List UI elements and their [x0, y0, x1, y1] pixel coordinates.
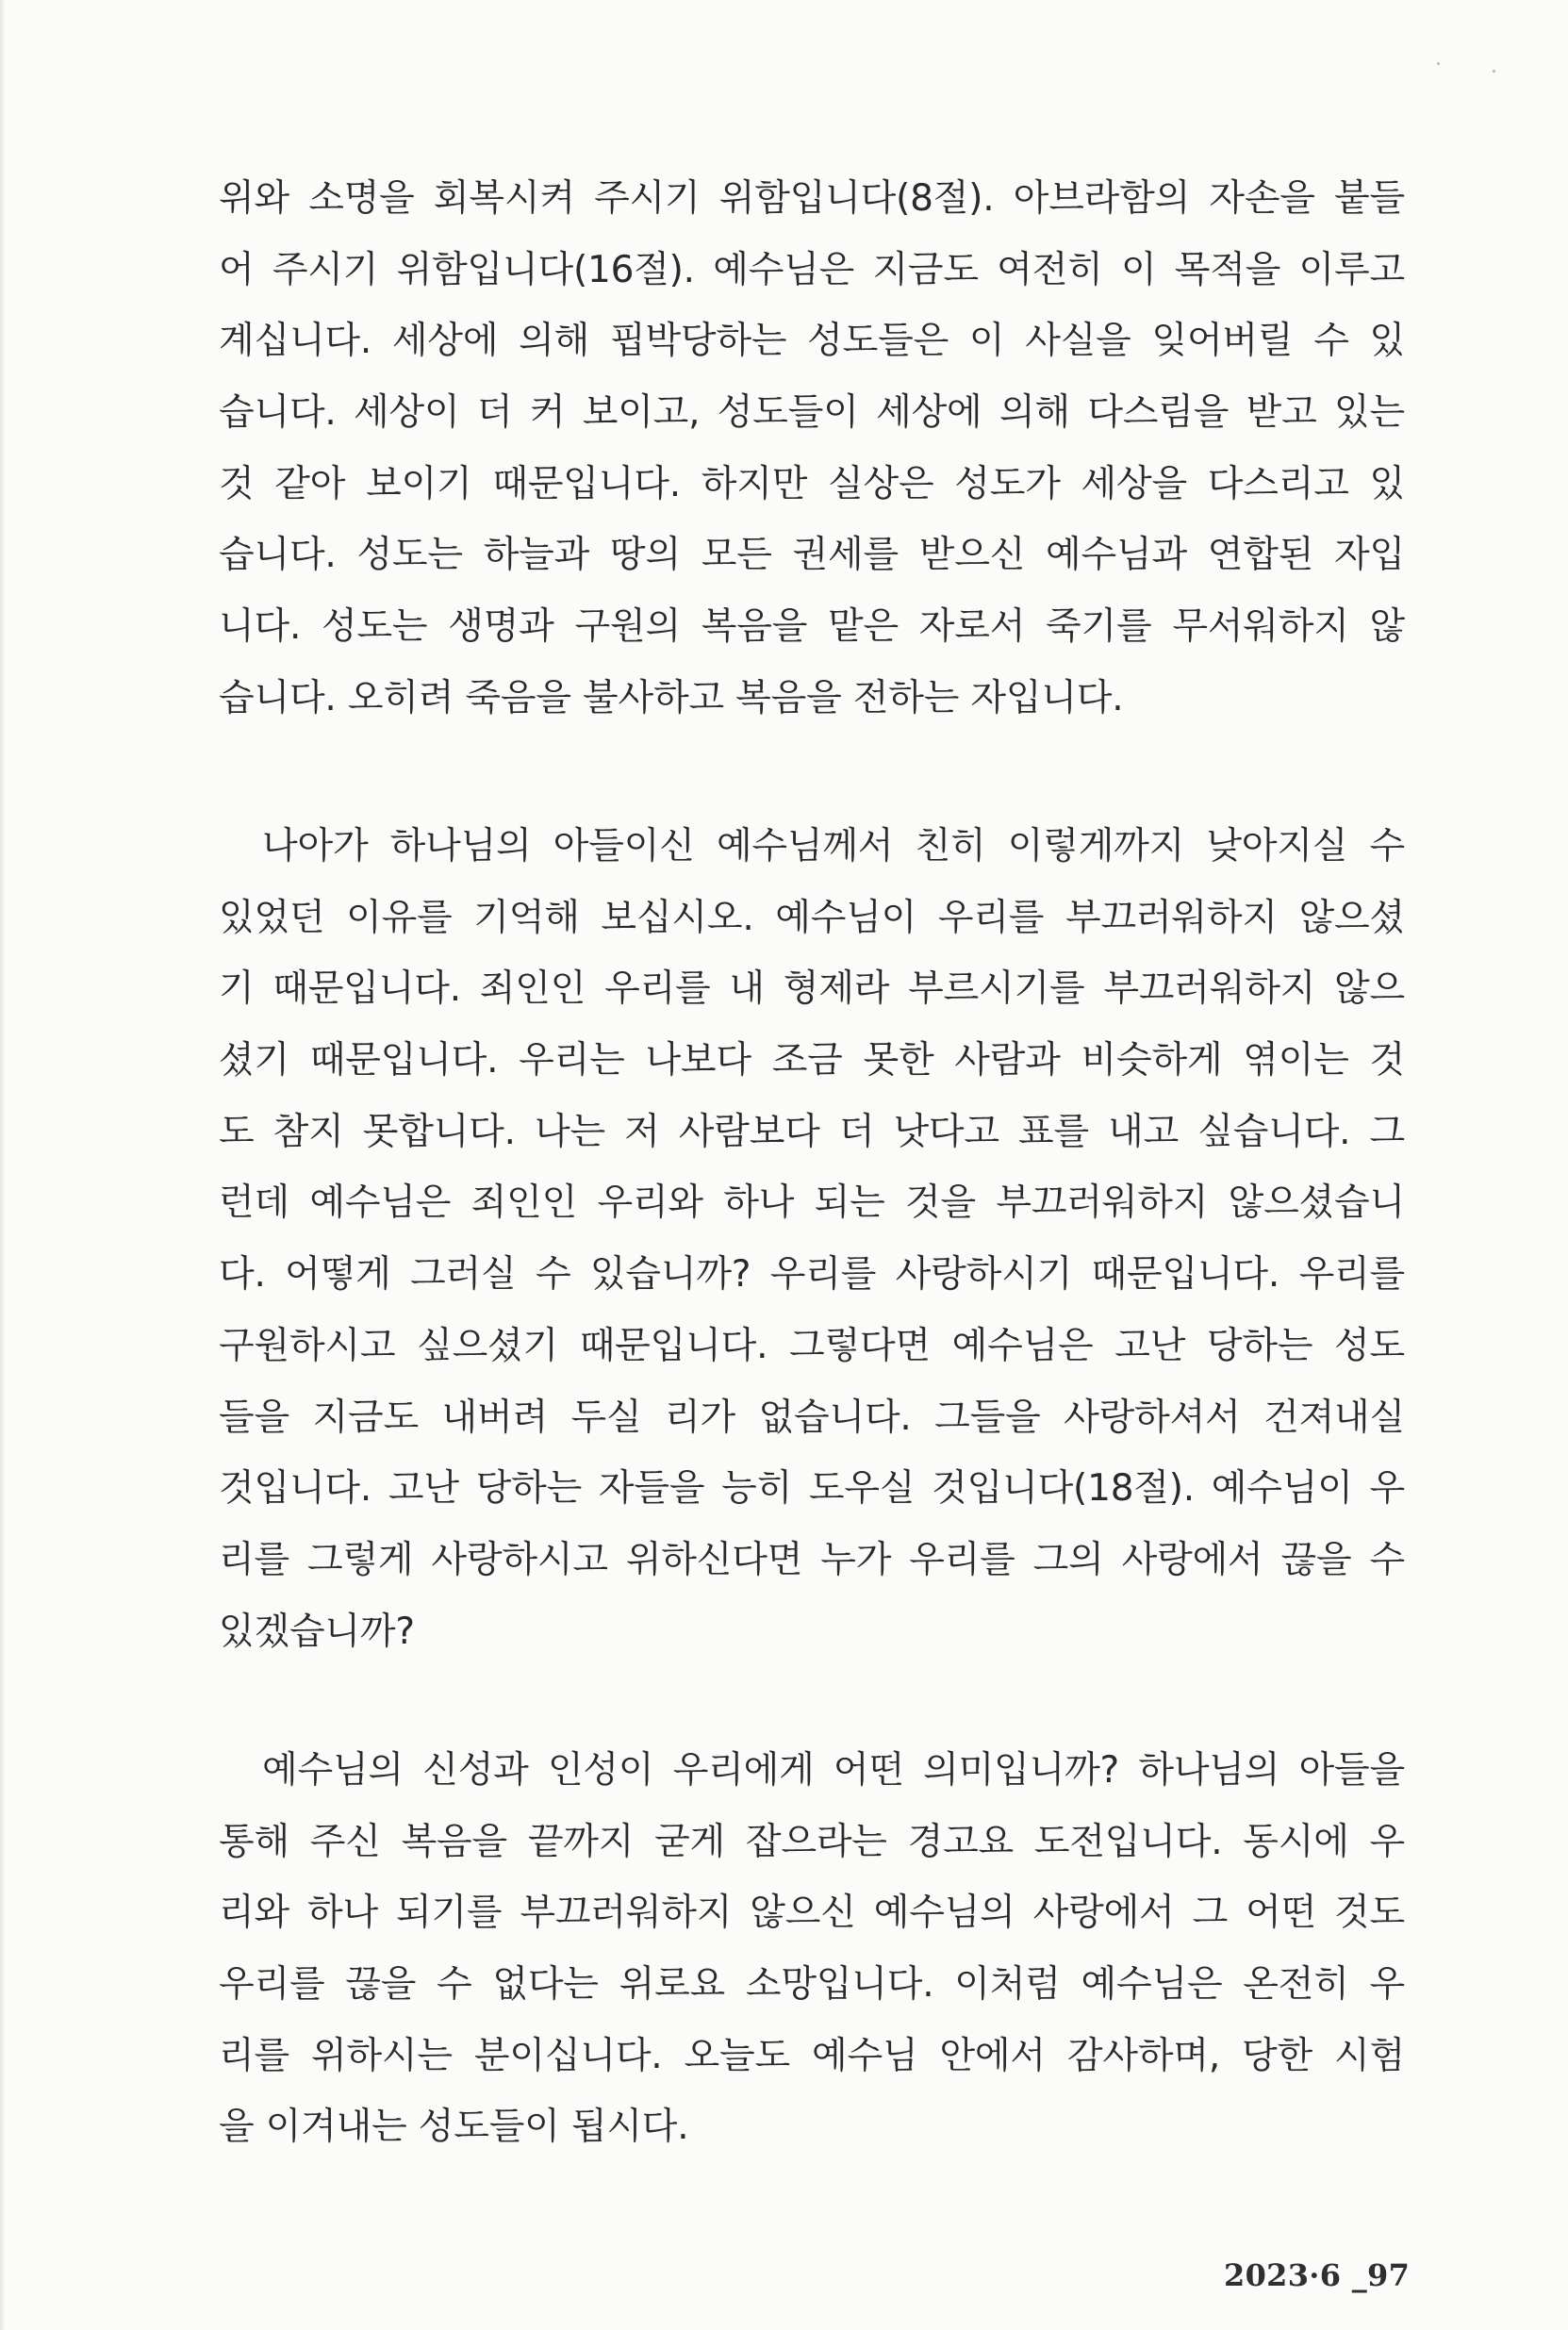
text-line: 우리를 끊을 수 없다는 위로요 소망입니다. 이처럼 예수님은 온전히 우 — [219, 1963, 1405, 2007]
text-line: 들을 지금도 내버려 두실 리가 없습니다. 그들을 사랑하셔서 건져내실 — [219, 1396, 1405, 1439]
text-line: 런데 예수님은 죄인인 우리와 하나 되는 것을 부끄러워하지 않으셨습니 — [219, 1182, 1405, 1225]
text-line: 있었던 이유를 기억해 보십시오. 예수님이 우리를 부끄러워하지 않으셨 — [219, 896, 1405, 939]
paragraph-2 — [219, 811, 1405, 1667]
text-line: 리와 하나 되기를 부끄러워하지 않으신 예수님의 사랑에서 그 어떤 것도 — [219, 1892, 1405, 1935]
text-line: 나아가 하나님의 아들이신 예수님께서 친히 이렇게까지 낮아지실 수 — [262, 825, 1405, 868]
text-line: 예수님의 신성과 인성이 우리에게 어떤 의미입니까? 하나님의 아들을 — [262, 1749, 1405, 1792]
paper-speck — [1437, 62, 1440, 65]
text-line: 있겠습니까? — [219, 1610, 415, 1653]
text-line: 셨기 때문입니다. 우리는 나보다 조금 못한 사람과 비슷하게 엮이는 것 — [219, 1039, 1405, 1082]
text-line: 것입니다. 고난 당하는 자들을 능히 도우실 것입니다(18절). 예수님이 우 — [219, 1467, 1405, 1511]
text-line: 니다. 성도는 생명과 구원의 복음을 맡은 자로서 죽기를 무서워하지 않 — [219, 605, 1405, 649]
text-line: 통해 주신 복음을 끝까지 굳게 잡으라는 경고요 도전입니다. 동시에 우 — [219, 1820, 1405, 1863]
text-line: 것 같아 보이기 때문입니다. 하지만 실상은 성도가 세상을 다스리고 있 — [219, 462, 1405, 505]
text-line: 리를 위하시는 분이십니다. 오늘도 예수님 안에서 감사하며, 당한 시험 — [219, 2034, 1405, 2077]
text-line: 을 이겨내는 성도들이 됩시다. — [219, 2106, 689, 2149]
paragraph-3 — [219, 1735, 1405, 2163]
text-line: 리를 그렇게 사랑하시고 위하신다면 누가 우리를 그의 사랑에서 끊을 수 — [219, 1538, 1405, 1581]
text-line: 계십니다. 세상에 의해 핍박당하는 성도들은 이 사실을 잊어버릴 수 있 — [219, 320, 1405, 363]
text-line: 위와 소명을 회복시켜 주시기 위함입니다(8절). 아브라함의 자손을 붙들 — [219, 177, 1405, 220]
text-line: 어 주시기 위함입니다(16절). 예수님은 지금도 여전히 이 목적을 이루고 — [219, 248, 1405, 291]
paragraph-1 — [219, 163, 1405, 735]
text-line: 습니다. 오히려 죽음을 불사하고 복음을 전하는 자입니다. — [219, 676, 1124, 719]
text-line: 기 때문입니다. 죄인인 우리를 내 형제라 부르시기를 부끄러워하지 않으 — [219, 967, 1405, 1011]
text-line: 습니다. 세상이 더 커 보이고, 성도들이 세상에 의해 다스림을 받고 있는 — [219, 391, 1405, 435]
page-folio: 2023·6 _97 — [1224, 2257, 1411, 2293]
text-line: 다. 어떻게 그러실 수 있습니까? 우리를 사랑하시기 때문입니다. 우리를 — [219, 1253, 1405, 1297]
paper-speck — [1493, 70, 1495, 73]
text-line: 도 참지 못합니다. 나는 저 사람보다 더 낫다고 표를 내고 싶습니다. 그 — [219, 1110, 1406, 1153]
text-line: 습니다. 성도는 하늘과 땅의 모든 권세를 받으신 예수님과 연합된 자입 — [219, 534, 1405, 577]
page-edge — [0, 0, 6, 2330]
text-line: 구원하시고 싶으셨기 때문입니다. 그렇다면 예수님은 고난 당하는 성도 — [219, 1324, 1405, 1367]
